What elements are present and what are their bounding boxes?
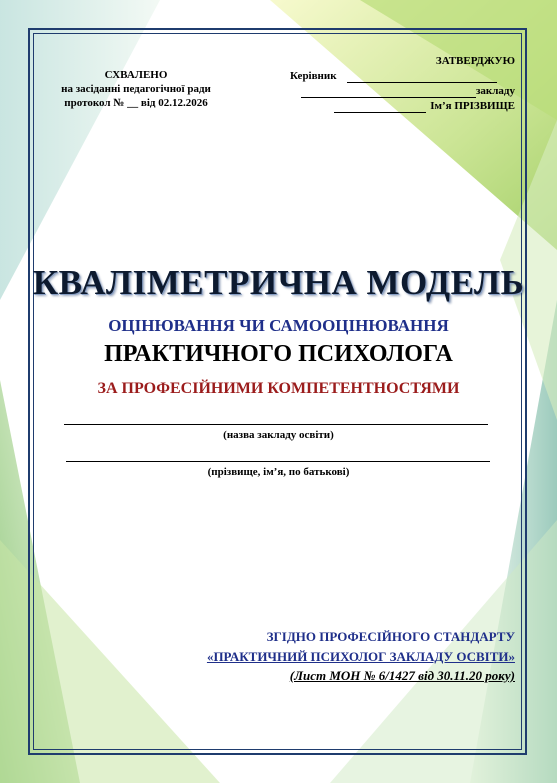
institution-name-caption: (назва закладу освіти) bbox=[223, 429, 334, 441]
standard-name: «ПРАКТИЧНИЙ ПСИХОЛОГ ЗАКЛАДУ ОСВІТИ» bbox=[206, 649, 515, 664]
standard-heading: ЗГІДНО ПРОФЕСІЙНОГО СТАНДАРТУ bbox=[266, 629, 515, 644]
approval-block bbox=[290, 55, 515, 115]
name-signature-line bbox=[334, 101, 426, 113]
document-title: КВАЛІМЕТРИЧНА МОДЕЛЬ bbox=[32, 263, 525, 302]
institution-row bbox=[290, 85, 515, 100]
name-placeholder: Ім’я ПРІЗВИЩЕ bbox=[430, 100, 515, 112]
council-line: на засіданні педагогічної ради bbox=[61, 83, 211, 95]
institution-suffix: закладу bbox=[476, 85, 515, 97]
approved-by-council-block bbox=[36, 69, 236, 111]
name-row bbox=[290, 100, 515, 115]
protocol-line: протокол № __ від 02.12.2026 bbox=[64, 97, 208, 109]
subtitle-competencies: ЗА ПРОФЕСІЙНИМИ КОМПЕТЕНТНОСТЯМИ bbox=[97, 380, 460, 397]
ministry-letter-reference: (Лист МОН № 6/1427 від 30.11.20 року) bbox=[289, 668, 515, 683]
person-name-caption: (прізвище, ім’я, по батькові) bbox=[207, 466, 350, 478]
head-label: Керівник bbox=[290, 70, 337, 82]
subtitle-assessment: ОЦІНЮВАННЯ ЧИ САМООЦІНЮВАННЯ bbox=[108, 316, 449, 335]
institution-name-line bbox=[64, 424, 488, 425]
approved-title: СХВАЛЕНО bbox=[104, 69, 168, 81]
institution-line bbox=[301, 86, 476, 98]
person-name-line bbox=[66, 461, 490, 462]
approve-title: ЗАТВЕРДЖУЮ bbox=[435, 55, 515, 67]
subtitle-psychologist: ПРАКТИЧНОГО ПСИХОЛОГА bbox=[104, 341, 453, 367]
head-row bbox=[290, 70, 515, 85]
head-signature-line bbox=[347, 71, 497, 83]
